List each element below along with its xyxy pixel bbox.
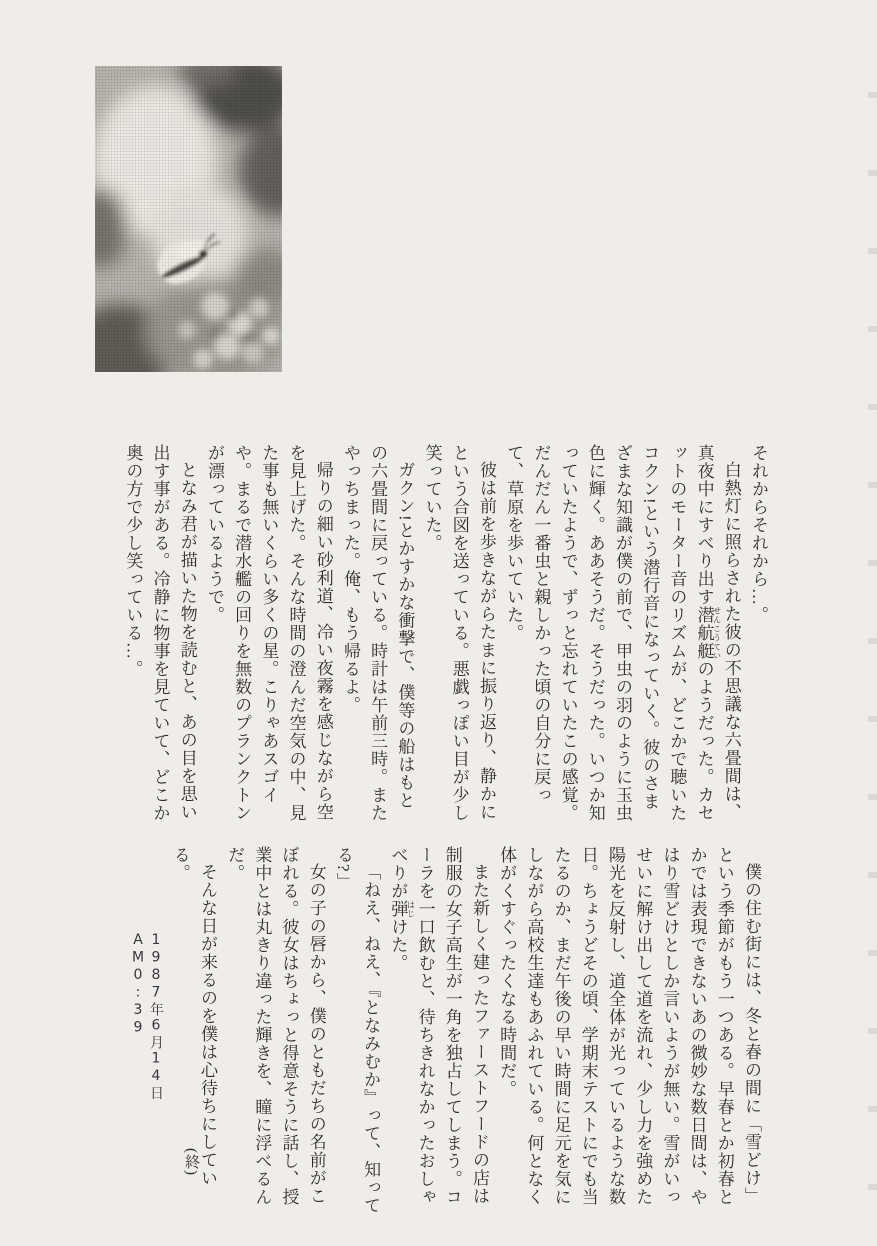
butterfly-photo	[95, 66, 282, 372]
paragraph: 僕の住む街には、冬と春の間に「雪どけ」という季節がもう一つある。早春とか初春とかでは表現できないあの微妙な数日間は、やはり雪どけとしか言いようが無い。雪がいっせいに解け出して道を流れ、少し力を強めた陽光を反射し、道全体が光っているような数日。ちょうどその頃、学期末テストにでも当たるのか、まだ午後の早い時間に足元を気にしながら高校生達もあふれている。何となく体がくすぐったくなる時間だ。	[497, 846, 761, 1206]
page-edge-marks	[868, 20, 877, 1230]
story-upper-block	[100, 444, 772, 822]
paragraph: 彼は前を歩きながらたまに振り返り、静かにという合図を送っている。悪戯っぽい目が少し笑っていた。	[422, 444, 496, 822]
story-lower-block	[165, 846, 765, 1222]
datetime-label: 1987年6月14日 AM0:39	[130, 932, 164, 1117]
paragraph: 女の子の唇から、僕のともだちの名前がこぼれる。彼女はちょっと得意そうに話し、授業中とは丸きり違った輝きを、瞳に浮べるんだ。	[225, 846, 326, 1206]
paragraph: そんな日が来るのを僕は心待ちにしている。	[170, 846, 217, 1187]
paragraph: また新しく建ったファーストフードの店は制服の女子高生が一角を独占してしまう。コーラを一口飲むと、待ちきれなかったおしゃべりが弾 はじけた。	[388, 846, 489, 1206]
paragraph: 帰りの細い砂利道、冷い夜霧を感じながら空を見上げた。そんな時間の澄んだ空気の中、見た事も無いくらい多くの星。こりゃあスゴイや。まるで潜水艦の回りを無数のプランクトンが漂っているようで。	[204, 444, 333, 822]
paragraph: 白熱灯に照らされた彼の不思議な六畳間は、真夜中にすべり出す潜航艇 せんこうていのようだった。カセットのモーター音のリズムが、どこかで聴いたコクン!という潜行音になっていく。彼のさまざまな知識が僕の前で、甲虫の羽のように玉虫色に輝く。ああそうだ。そうだった。いつか知っていたようで、ずっと忘れていたこの感覚。だんだん一番虫と親しかった頃の自分に戻って、草原を歩いていた。	[504, 444, 741, 822]
butterfly-photo-art	[95, 66, 282, 372]
fin-label: (終)	[183, 1148, 199, 1176]
paragraph: 「ねえ、ねえ、『となみむか』って、知ってる?」	[333, 846, 381, 1215]
paragraph: となみ君が描いた物を読むと、あの目を思い出す事がある。冷静に物事を見ていて、どこか奥の方で少し笑っている…。	[123, 444, 197, 822]
paragraph: ガクン!とかすかな衝撃で、僕等の船はもとの六畳間に戻っている。時計は午前三時。またやっちまった。俺、もう帰るよ。	[340, 444, 415, 822]
paragraph: それからそれから…。	[749, 444, 768, 624]
